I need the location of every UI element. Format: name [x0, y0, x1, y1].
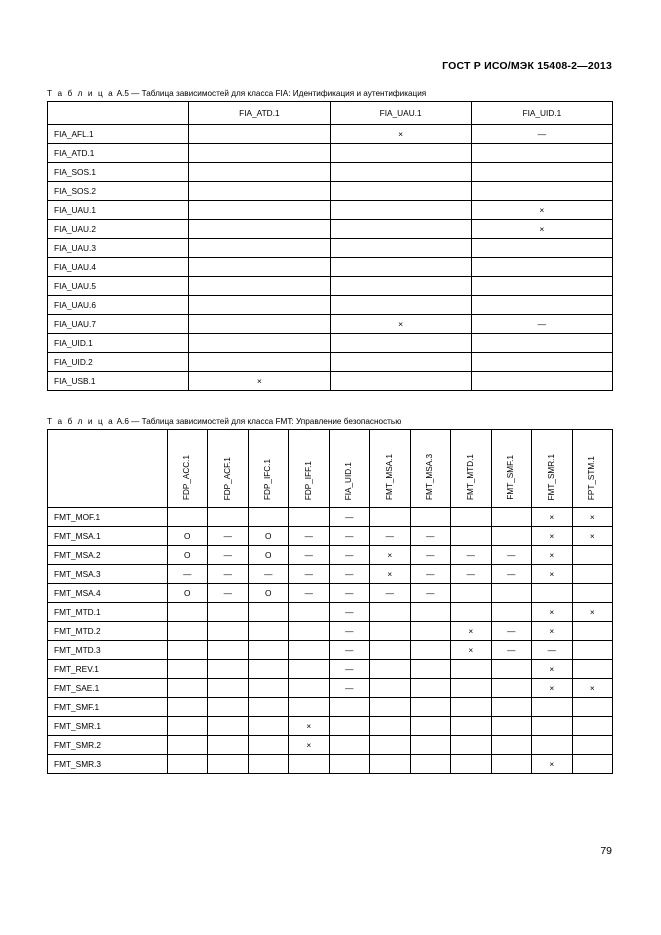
table-a6-cell: — — [491, 622, 532, 641]
table-row — [48, 565, 613, 584]
table-a6-cell: О — [248, 584, 289, 603]
table-a6-cell — [167, 717, 208, 736]
table-a6-cell — [289, 641, 330, 660]
table-row — [48, 277, 613, 296]
table-a6-cell — [370, 736, 411, 755]
table-a6-cell — [572, 622, 613, 641]
table-row — [48, 622, 613, 641]
table-a6-cell: × — [532, 527, 573, 546]
table-a6-col-label: FDP_ACF.1 — [222, 456, 232, 500]
table-a6-cell — [451, 698, 492, 717]
table-row — [48, 508, 613, 527]
table-a6-row-label: FMT_MSA.3 — [48, 565, 168, 584]
table-a6-cell — [410, 660, 451, 679]
table-a6-col-label: FMT_SMR.1 — [546, 453, 556, 500]
table-a6-cell: × — [451, 622, 492, 641]
table-a5-cell — [330, 201, 471, 220]
table-a5-cell — [330, 220, 471, 239]
table-a6-cell: — — [329, 679, 370, 698]
table-row — [48, 201, 613, 220]
table-a5-row-label: FIA_UID.2 — [48, 353, 189, 372]
table-a6-cell: × — [532, 679, 573, 698]
table-a5-cell — [471, 144, 612, 163]
table-a6-cell — [491, 508, 532, 527]
table-a6-cell — [248, 755, 289, 774]
table-a6-cell: × — [532, 660, 573, 679]
table-a5-cell — [330, 334, 471, 353]
table-a6-cell — [167, 660, 208, 679]
table-row — [48, 144, 613, 163]
table-a6-cell — [248, 508, 289, 527]
table-a5-cell — [471, 296, 612, 315]
table-a6-row-label: FMT_MTD.2 — [48, 622, 168, 641]
table-row — [48, 296, 613, 315]
table-a6-cell: × — [532, 546, 573, 565]
table-a6-cell: — — [289, 565, 330, 584]
table-a6-col-label: FMT_MSA.3 — [425, 454, 435, 500]
table-row — [48, 641, 613, 660]
table-a6-cell: О — [167, 527, 208, 546]
table-a6-row-label: FMT_MSA.4 — [48, 584, 168, 603]
table-a6-cell: × — [289, 717, 330, 736]
table-row — [48, 334, 613, 353]
table-a6-cell — [289, 755, 330, 774]
table-a5-row-label: FIA_UAU.3 — [48, 239, 189, 258]
table-a6-caption-text: А.6 — Таблица зависимостей для класса FMT: Управление безопасностью — [116, 417, 402, 426]
table-a6-cell — [167, 622, 208, 641]
table-a6-cell: × — [532, 508, 573, 527]
table-row — [48, 698, 613, 717]
table-a5-cell — [471, 239, 612, 258]
table-a5-col-1: FIA_ATD.1 — [189, 102, 330, 125]
table-row — [48, 353, 613, 372]
table-row — [48, 125, 613, 144]
table-a6-cell — [167, 679, 208, 698]
table-a5-cell — [471, 372, 612, 391]
page-number: 79 — [600, 845, 612, 857]
table-a6-col-label: FDP_ACC.1 — [182, 454, 192, 500]
table-a6-cell — [451, 603, 492, 622]
table-a6-cell: — — [410, 527, 451, 546]
table-a5-cell — [471, 182, 612, 201]
table-a6-row-label: FMT_SMR.1 — [48, 717, 168, 736]
table-row — [48, 527, 613, 546]
table-a6-cell — [410, 755, 451, 774]
table-a6-cell — [572, 641, 613, 660]
table-a6-col-label: FIA_UID.1 — [344, 461, 354, 500]
table-a6-col-label: FPT_STM.1 — [587, 455, 597, 500]
table-a6-cell: О — [167, 546, 208, 565]
table-row — [48, 372, 613, 391]
table-a6-cell: × — [572, 508, 613, 527]
table-a5-cell — [330, 372, 471, 391]
table-a6-cell — [410, 717, 451, 736]
table-a6-cell: — — [329, 527, 370, 546]
table-a6-cell — [208, 508, 249, 527]
table-a6-row-label: FMT_SMR.3 — [48, 755, 168, 774]
table-a6-col-label: FDP_IFF.1 — [303, 460, 313, 500]
table-a6-row-label: FMT_MSA.1 — [48, 527, 168, 546]
table-a6-row-label: FMT_MTD.1 — [48, 603, 168, 622]
table-a6-cell: × — [532, 755, 573, 774]
table-a5 — [47, 101, 613, 391]
table-a6-col-6 — [370, 430, 411, 508]
table-a5-caption-text: А.5 — Таблица зависимостей для класса FIA: Идентификация и аутентификация — [116, 89, 427, 98]
table-a5-cell — [471, 334, 612, 353]
table-a6-cell — [410, 622, 451, 641]
table-a5-cell — [189, 201, 330, 220]
table-row — [48, 660, 613, 679]
table-a6-cell — [167, 736, 208, 755]
table-a6-cell: × — [572, 527, 613, 546]
table-a6-cell: — — [289, 546, 330, 565]
table-a6-cell — [167, 641, 208, 660]
table-a6-cell — [491, 755, 532, 774]
table-a6-cell — [370, 603, 411, 622]
table-a6-cell — [532, 736, 573, 755]
table-a6-cell: × — [370, 565, 411, 584]
table-a6-col-label: FMT_SMF.1 — [506, 455, 516, 500]
table-a6-cell: О — [167, 584, 208, 603]
table-a6-cell — [167, 755, 208, 774]
table-a6-col-0 — [48, 430, 168, 508]
document-header: ГОСТ Р ИСО/МЭК 15408-2—2013 — [442, 60, 612, 72]
table-a6-cell — [248, 698, 289, 717]
table-a6-cell — [370, 641, 411, 660]
table-row — [48, 546, 613, 565]
table-a6-cell — [248, 641, 289, 660]
table-a5-cell — [189, 144, 330, 163]
table-row — [48, 315, 613, 334]
table-a6-cell: О — [248, 546, 289, 565]
table-row — [48, 220, 613, 239]
table-a6-cell: О — [248, 527, 289, 546]
table-a6-cell — [329, 755, 370, 774]
table-a6-cell — [572, 698, 613, 717]
table-a6-caption — [47, 417, 401, 426]
table-a6-col-8 — [451, 430, 492, 508]
table-a6-cell — [289, 698, 330, 717]
table-a5-cell: × — [330, 315, 471, 334]
table-a6-cell — [532, 584, 573, 603]
table-a6-cell: — — [329, 584, 370, 603]
table-row — [48, 736, 613, 755]
table-a5-cell — [330, 182, 471, 201]
table-a6-cell — [532, 698, 573, 717]
table-a6-cell — [451, 584, 492, 603]
table-a5-col-0 — [48, 102, 189, 125]
table-a6-cell — [248, 679, 289, 698]
table-a6-row-label: FMT_MOF.1 — [48, 508, 168, 527]
table-a6-cell: — — [208, 565, 249, 584]
table-a6-cell — [208, 603, 249, 622]
table-a5-cell — [189, 296, 330, 315]
table-a6-cell — [167, 508, 208, 527]
table-a6-cell — [451, 660, 492, 679]
table-a6-cell — [329, 717, 370, 736]
table-a5-caption — [47, 89, 426, 98]
table-row — [48, 163, 613, 182]
table-a6-cell — [572, 660, 613, 679]
table-a6-col-7 — [410, 430, 451, 508]
table-a5-cell — [330, 239, 471, 258]
table-a6-cell: — — [329, 565, 370, 584]
table-a6-cell: — — [289, 527, 330, 546]
table-a6-cell — [289, 660, 330, 679]
table-a5-cell — [330, 163, 471, 182]
table-a6-cell: — — [289, 584, 330, 603]
table-a6-cell — [410, 641, 451, 660]
table-a6-cell: × — [532, 622, 573, 641]
table-a5-row-label: FIA_UAU.1 — [48, 201, 189, 220]
table-a5-cell — [330, 296, 471, 315]
table-a5-row-label: FIA_ATD.1 — [48, 144, 189, 163]
table-a5-cell — [189, 315, 330, 334]
table-a6-row-label: FMT_SMR.2 — [48, 736, 168, 755]
table-a6-cell: × — [532, 603, 573, 622]
table-row — [48, 679, 613, 698]
table-a6-cell — [329, 736, 370, 755]
table-a5-row-label: FIA_UAU.7 — [48, 315, 189, 334]
table-a5-cell: × — [330, 125, 471, 144]
table-a6-cell — [370, 660, 411, 679]
table-a6-cell — [208, 698, 249, 717]
table-a5-row-label: FIA_AFL.1 — [48, 125, 189, 144]
table-a6-cell: — — [208, 527, 249, 546]
table-a6-cell — [248, 622, 289, 641]
table-a6-cell: — — [491, 641, 532, 660]
table-a6-row-label: FMT_MTD.3 — [48, 641, 168, 660]
table-a6-col-label: FMT_MTD.1 — [465, 454, 475, 500]
table-a5-cell — [189, 125, 330, 144]
table-a6-cell — [410, 736, 451, 755]
table-a6-cell: × — [572, 603, 613, 622]
table-a5-cell — [189, 258, 330, 277]
table-a5-cell — [189, 239, 330, 258]
table-a5-cell — [189, 334, 330, 353]
table-a6-col-2 — [208, 430, 249, 508]
table-a6-cell — [208, 736, 249, 755]
table-a6-cell: — — [248, 565, 289, 584]
table-a6-cell — [451, 755, 492, 774]
table-a6-cell: — — [410, 546, 451, 565]
table-a6-col-10 — [532, 430, 573, 508]
table-a6-cell — [370, 679, 411, 698]
table-a6-row-label: FMT_REV.1 — [48, 660, 168, 679]
table-a6-cell — [410, 603, 451, 622]
table-a6-cell: — — [208, 546, 249, 565]
table-a5-cell — [330, 277, 471, 296]
table-a6-cell — [491, 736, 532, 755]
table-a6-cell: × — [289, 736, 330, 755]
table-a6-cell: — — [329, 508, 370, 527]
table-a6-cell: × — [451, 641, 492, 660]
table-a5-row-label: FIA_SOS.1 — [48, 163, 189, 182]
table-a5-cell — [471, 353, 612, 372]
table-a6-cell: — — [410, 584, 451, 603]
table-a6-cell: — — [410, 565, 451, 584]
table-a6-cell — [491, 698, 532, 717]
table-a6-cell — [451, 508, 492, 527]
table-a6-col-3 — [248, 430, 289, 508]
table-a5-row-label: FIA_SOS.2 — [48, 182, 189, 201]
table-a6-col-label: FMT_MSA.1 — [384, 454, 394, 500]
table-a6-cell — [491, 527, 532, 546]
table-a6-cell: — — [329, 603, 370, 622]
table-row — [48, 258, 613, 277]
table-a6-cell — [491, 584, 532, 603]
table-a6-row-label: FMT_SMF.1 — [48, 698, 168, 717]
table-a6-col-label: FDP_IFC.1 — [263, 459, 273, 500]
table-a5-cell: × — [189, 372, 330, 391]
table-a6-cell — [572, 584, 613, 603]
table-a5-cell — [330, 353, 471, 372]
table-a6-cell — [451, 736, 492, 755]
table-a6-cell — [572, 546, 613, 565]
table-a6-cell — [208, 660, 249, 679]
table-a5-row-label: FIA_USB.1 — [48, 372, 189, 391]
table-a5-cell — [189, 182, 330, 201]
table-a6-cell — [491, 660, 532, 679]
table-a6-cell — [572, 755, 613, 774]
table-a6-header-row — [48, 430, 613, 508]
table-a6-cell — [491, 603, 532, 622]
table-a6-cell — [208, 755, 249, 774]
table-a6-cell — [289, 679, 330, 698]
table-a6-cell: — — [208, 584, 249, 603]
table-a5-cell — [330, 144, 471, 163]
table-a6-cell — [532, 717, 573, 736]
table-row — [48, 584, 613, 603]
table-a5-row-label: FIA_UAU.6 — [48, 296, 189, 315]
table-a6-cell — [167, 603, 208, 622]
table-row — [48, 239, 613, 258]
table-a6-cell: — — [329, 641, 370, 660]
table-a6-cell — [248, 603, 289, 622]
table-a6-cell: — — [370, 527, 411, 546]
table-a6-row-label: FMT_MSA.2 — [48, 546, 168, 565]
table-a6-col-5 — [329, 430, 370, 508]
table-a5-cell: × — [471, 220, 612, 239]
table-a6-cell — [451, 679, 492, 698]
table-a6-cell — [491, 679, 532, 698]
table-a5-col-2: FIA_UAU.1 — [330, 102, 471, 125]
table-a6-cell — [491, 717, 532, 736]
table-a5-row-label: FIA_UAU.5 — [48, 277, 189, 296]
table-a5-cell: × — [471, 201, 612, 220]
table-a6-cell — [451, 717, 492, 736]
table-a6-cell — [289, 622, 330, 641]
table-a6-cell — [572, 717, 613, 736]
table-a6-cell: — — [491, 546, 532, 565]
table-a5-row-label: FIA_UID.1 — [48, 334, 189, 353]
table-a6-cell: — — [167, 565, 208, 584]
table-a6-cell: — — [451, 565, 492, 584]
table-a6-cell — [208, 679, 249, 698]
table-a6-col-4 — [289, 430, 330, 508]
table-a6-col-11 — [572, 430, 613, 508]
table-row — [48, 755, 613, 774]
table-a5-cell: — — [471, 315, 612, 334]
table-a6-cell: × — [370, 546, 411, 565]
table-a6-cell — [370, 622, 411, 641]
table-a6-cell — [370, 508, 411, 527]
table-a6-cell — [289, 508, 330, 527]
table-a6-cell — [410, 679, 451, 698]
table-a6-row-label: FMT_SAE.1 — [48, 679, 168, 698]
table-a5-col-3: FIA_UID.1 — [471, 102, 612, 125]
table-a5-cell — [189, 220, 330, 239]
table-a5-row-label: FIA_UAU.2 — [48, 220, 189, 239]
table-a5-cell — [189, 163, 330, 182]
table-a5-cell — [471, 258, 612, 277]
table-a6-cell — [208, 622, 249, 641]
table-a6-cell: — — [329, 622, 370, 641]
table-a6-cell: — — [370, 584, 411, 603]
table-a5-header-row — [48, 102, 613, 125]
table-a6-cell: — — [532, 641, 573, 660]
table-a6-cell: × — [572, 679, 613, 698]
table-a5-cell — [471, 163, 612, 182]
table-a5-cell — [189, 353, 330, 372]
table-row — [48, 717, 613, 736]
table-a6-cell — [248, 736, 289, 755]
table-row — [48, 603, 613, 622]
table-a6-cell: × — [532, 565, 573, 584]
table-a5-caption-prefix: Т а б л и ц а — [47, 89, 115, 98]
table-a5-cell — [471, 277, 612, 296]
table-a5-cell: — — [471, 125, 612, 144]
table-a6-cell — [451, 527, 492, 546]
table-a6-cell — [370, 755, 411, 774]
table-a6-col-9 — [491, 430, 532, 508]
table-a6-cell: — — [451, 546, 492, 565]
table-a6-cell — [248, 660, 289, 679]
table-row — [48, 182, 613, 201]
table-a6-cell — [208, 641, 249, 660]
table-a6-cell — [370, 698, 411, 717]
table-a6-cell — [329, 698, 370, 717]
table-a6-cell: — — [329, 546, 370, 565]
table-a5-cell — [330, 258, 471, 277]
table-a6-cell — [410, 508, 451, 527]
table-a6-caption-prefix: Т а б л и ц а — [47, 417, 115, 426]
table-a6-cell — [410, 698, 451, 717]
table-a6-cell — [572, 565, 613, 584]
table-a6-cell — [167, 698, 208, 717]
table-a6 — [47, 429, 613, 774]
table-a6-col-1 — [167, 430, 208, 508]
table-a5-cell — [189, 277, 330, 296]
table-a6-cell — [248, 717, 289, 736]
table-a6-cell — [370, 717, 411, 736]
table-a6-cell: — — [329, 660, 370, 679]
table-a5-row-label: FIA_UAU.4 — [48, 258, 189, 277]
table-a6-cell — [289, 603, 330, 622]
table-a6-cell: — — [491, 565, 532, 584]
table-a6-cell — [572, 736, 613, 755]
table-a6-cell — [208, 717, 249, 736]
